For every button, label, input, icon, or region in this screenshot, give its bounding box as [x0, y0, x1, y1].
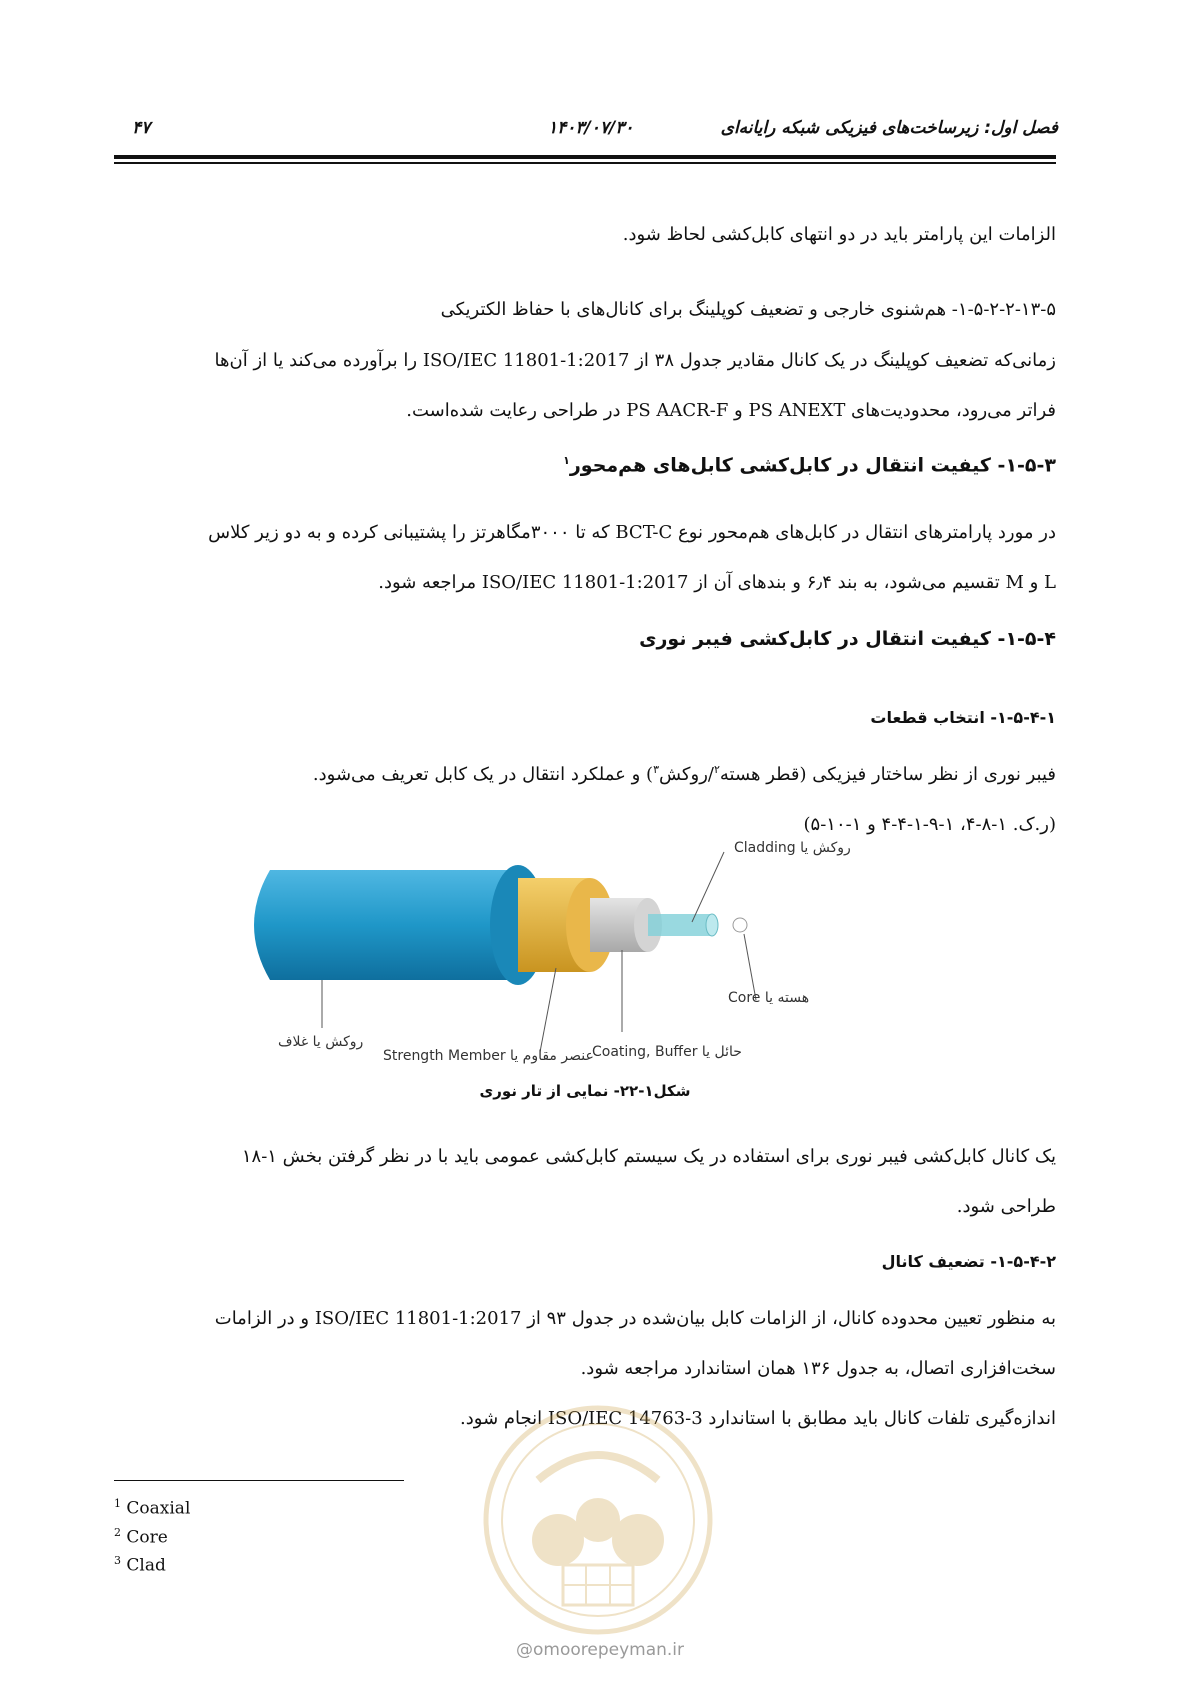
text-run: ) و عملکرد انتقال در یک کابل تعریف می‌شود.: [312, 764, 654, 785]
footnote-rule: [114, 1480, 404, 1481]
jacket-layer: [254, 865, 546, 985]
cladding-layer: [648, 914, 718, 936]
section-heading-fiber: ۱-۵-۴- کیفیت انتقال در کابل‌کشی فیبر نوری: [639, 628, 1056, 650]
chapter-title: فصل اول: زیرساخت‌های فیزیکی شبکه رایانه‌ای: [720, 118, 1058, 138]
label-jacket: روکش یا غلاف: [278, 1034, 364, 1050]
header-rule-thick: [114, 155, 1056, 159]
paragraph-line: در مورد پارامترهای انتقال در کابل‌های هم‌محور نوع BCT-C که تا ۳۰۰۰مگاهرتز را پشتیبانی کرده و به دو زیر کلاس: [208, 522, 1056, 543]
paragraph-line: (ر.ک. ۱-۸-۴، ۱-۹-۱-۴-۴ و ۱-۱۰-۵): [803, 814, 1056, 835]
footnote-text: Clad: [126, 1555, 166, 1576]
text-run: فیبر نوری از نظر ساختار فیزیکی (قطر هسته: [719, 764, 1056, 785]
watermark-text: omoorepeyman.ir: [532, 1640, 685, 1660]
watermark-stamp: [478, 1400, 718, 1640]
paragraph-line: فراتر می‌رود، محدودیت‌های PS ANEXT و PS AACR-F در طراحی رعایت شده‌است.: [406, 400, 1056, 421]
footnote-ref: ۱: [563, 454, 570, 467]
at-icon: @: [515, 1640, 533, 1660]
label-core: Core هسته یا: [728, 990, 810, 1006]
subsection-heading-select: ۱-۵-۴-۱- انتخاب قطعات: [870, 708, 1056, 727]
footnote-text: Coaxial: [126, 1498, 191, 1519]
footnote-number: 3: [114, 1554, 121, 1568]
paragraph-line: سخت‌افزاری اتصال، به جدول ۱۳۶ همان استاندارد مراجعه شود.: [580, 1358, 1056, 1379]
header-date: ۱۴۰۳/۰۷/۳۰: [548, 118, 634, 138]
figure-caption: شکل۱-۲۲- نمایی از تار نوری: [479, 1082, 691, 1100]
text-run: /روکش: [658, 764, 714, 785]
paragraph: [114, 210, 1056, 260]
label-coating: Coating, Buffer حائل یا: [592, 1044, 742, 1060]
footnotes: [114, 1492, 190, 1578]
gear-icon: [532, 1498, 664, 1566]
paragraph-line: اندازه‌گیری تلفات کانال باید مطابق با استاندارد ISO/IEC 14763-3 انجام شود.: [460, 1408, 1056, 1429]
watermark-url: [490, 1640, 710, 1660]
footnote-ref: ۲: [713, 763, 720, 776]
subsection-heading-attenuation: ۱-۵-۴-۲- تضعیف کانال: [881, 1252, 1056, 1271]
subsection-line: ۱-۵-۲-۲-۱۳-۵- هم‌شنوی خارجی و تضعیف کوپلینگ برای کانال‌های با حفاظ الکتریکی: [440, 299, 1056, 320]
footnote: [114, 1492, 190, 1521]
paragraph-line: به منظور تعیین محدوده کانال، از الزامات کابل بیان‌شده در جدول ۹۳ از ISO/IEC 11801-1:2017 و در الزامات: [214, 1308, 1056, 1329]
fiber-optic-figure: [250, 830, 950, 1070]
paragraph-line: الزامات این پارامتر باید در دو انتهای کابل‌کشی لحاظ شود.: [622, 224, 1056, 245]
heading-text: ۱-۵-۳- کیفیت انتقال در کابل‌کشی کابل‌های هم‌محور: [569, 454, 1056, 477]
footnote-number: 1: [114, 1497, 121, 1510]
paragraph-line: زمانی‌که تضعیف کوپلینگ در یک کانال مقادیر جدول ۳۸ از ISO/IEC 11801-1:2017 را برآورده می‌کند یا از آن‌ها: [214, 350, 1056, 371]
paragraph-line: L و M تقسیم می‌شود، به بند ۶٫۴ و بندهای آن از ISO/IEC 11801-1:2017 مراجعه شود.: [378, 572, 1056, 593]
paragraph-line: [114, 745, 1056, 800]
section-heading-coax: [114, 454, 1056, 476]
paragraph: [114, 1132, 1056, 1232]
page-number: ۴۷: [132, 118, 151, 138]
paragraph: [114, 336, 1056, 436]
paragraph: [114, 508, 1056, 608]
paragraph-line: یک کانال کابل‌کشی فیبر نوری برای استفاده در یک سیستم کابل‌کشی عمومی باید با در نظر گرفتن بخش ۱-۱۸: [241, 1146, 1056, 1167]
paragraph-line: طراحی شود.: [956, 1196, 1056, 1217]
footnote: [114, 1521, 190, 1550]
footnote-text: Core: [126, 1527, 168, 1548]
footnote: [114, 1549, 190, 1578]
label-strength-member: Strength Member عنصر مقاوم یا: [383, 1048, 594, 1064]
core-layer: [733, 918, 747, 932]
subsection-title: [114, 285, 1056, 335]
header-rule-thin: [114, 162, 1056, 164]
footnote-number: 2: [114, 1525, 121, 1539]
footnote-ref: ۳: [653, 763, 659, 776]
label-cladding: Cladding روکش یا: [734, 840, 851, 856]
